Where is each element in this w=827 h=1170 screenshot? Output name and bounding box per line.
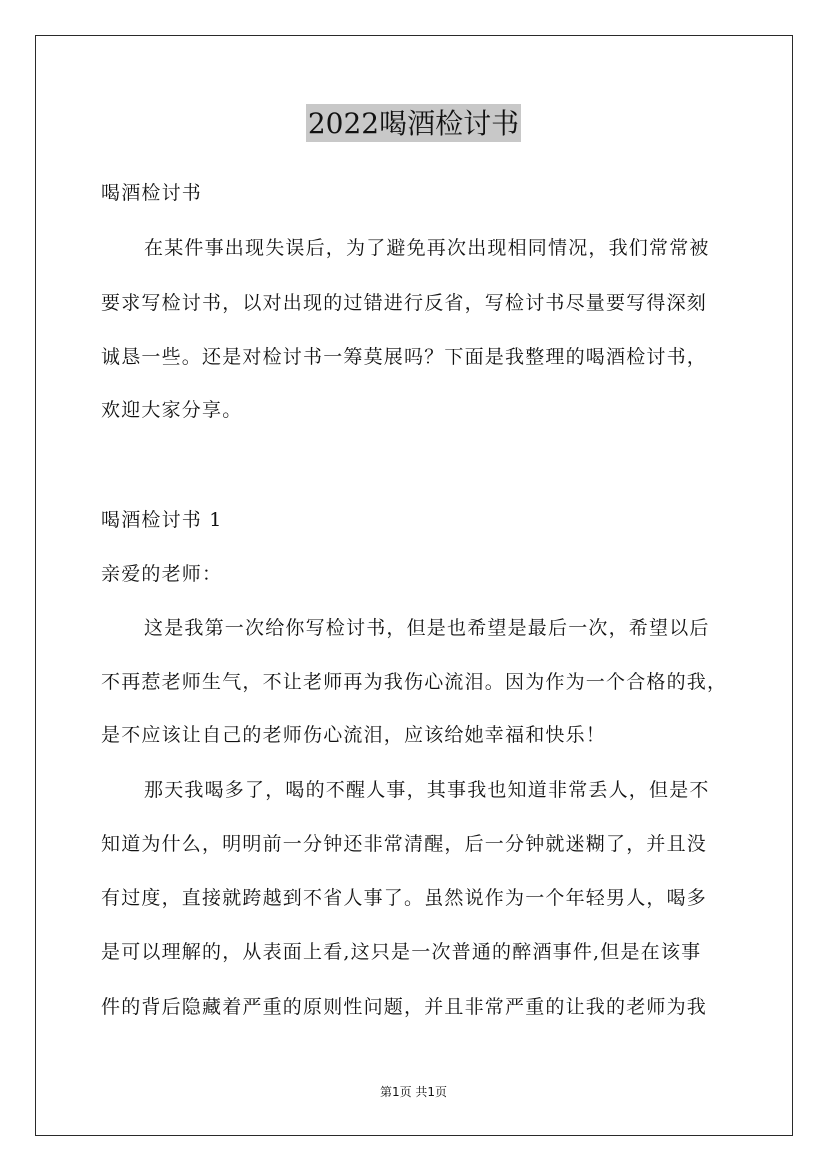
intro-line: 诚恳一些。还是对检讨书一筹莫展吗？下面是我整理的喝酒检讨书，: [101, 346, 708, 368]
page-number: 第1页 共1页: [379, 1085, 448, 1099]
paragraph-line: 这是我第一次给你写检讨书，但是也希望是最后一次，希望以后: [144, 617, 710, 639]
intro-line: 在某件事出现失误后，为了避免再次出现相同情况，我们常常被: [144, 237, 710, 259]
intro-line: 要求写检讨书，以对出现的过错进行反省，写检讨书尽量要写得深刻: [101, 292, 708, 314]
document-title: 2022喝酒检讨书: [306, 104, 521, 142]
paragraph-line: 有过度，直接就跨越到不省人事了。虽然说作为一个年轻男人，喝多: [101, 887, 708, 909]
paragraph-line: 是不应该让自己的老师伤心流泪，应该给她幸福和快乐！: [101, 724, 607, 746]
paragraph-line: 件的背后隐藏着严重的原则性问题，并且非常严重的让我的老师为我: [101, 996, 708, 1018]
salutation: 亲爱的老师：: [101, 563, 223, 585]
document-subtitle: 喝酒检讨书: [101, 182, 203, 204]
section-heading: 喝酒检讨书 1: [101, 509, 223, 531]
intro-line: 欢迎大家分享。: [101, 399, 243, 421]
paragraph-line: 那天我喝多了，喝的不醒人事，其事我也知道非常丢人，但是不: [144, 779, 710, 801]
paragraph-line: 知道为什么，明明前一分钟还非常清醒，后一分钟就迷糊了，并且没: [101, 833, 708, 855]
paragraph-line: 不再惹老师生气，不让老师再为我伤心流泪。因为作为一个合格的我，: [101, 671, 728, 693]
paragraph-line: 是可以理解的，从表面上看,这只是一次普通的醉酒事件,但是在该事: [101, 941, 702, 963]
title-container: [0, 104, 827, 142]
